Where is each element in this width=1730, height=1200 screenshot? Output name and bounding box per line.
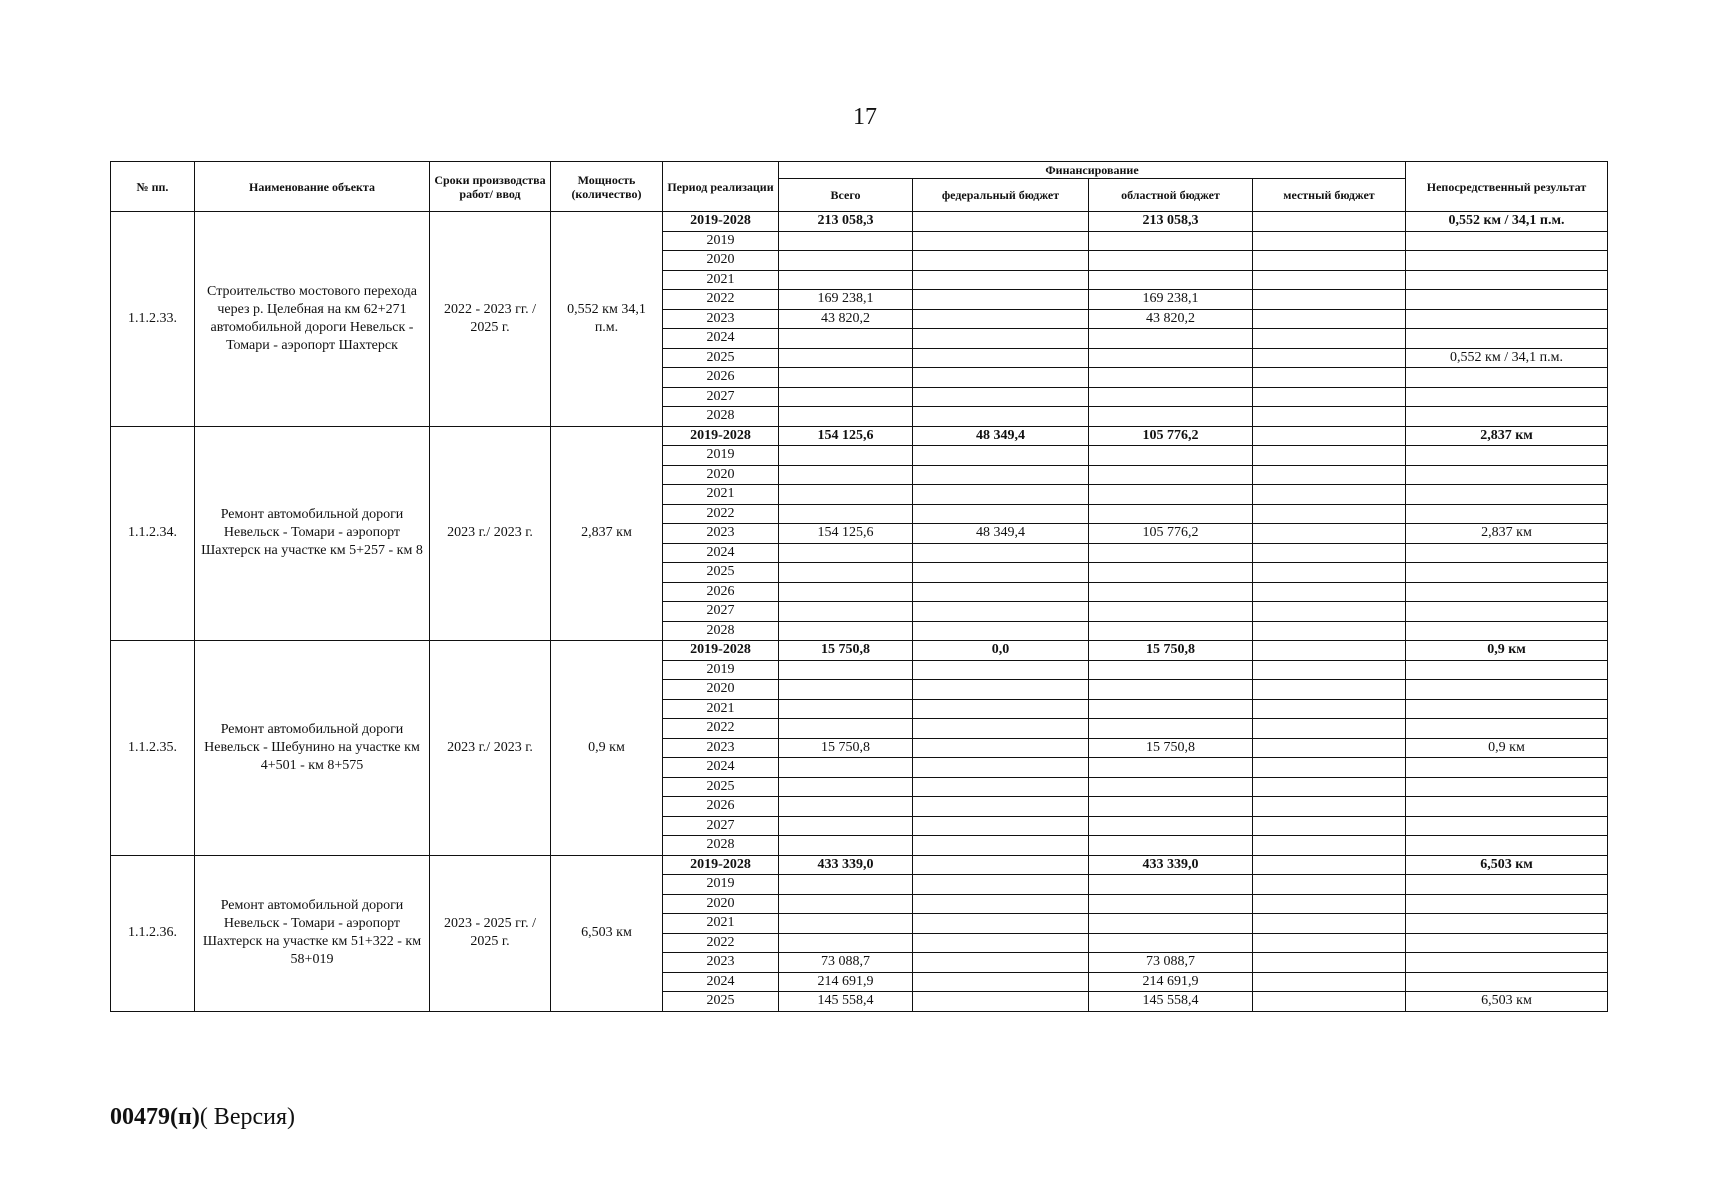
cell-federal [913,972,1089,992]
cell-regional: 169 238,1 [1089,290,1253,310]
cell-total: 433 339,0 [779,855,913,875]
cell-period: 2026 [663,582,779,602]
cell-total [779,836,913,856]
cell-local [1253,992,1406,1012]
cell-federal [913,602,1089,622]
cell-period: 2022 [663,504,779,524]
cell-total [779,602,913,622]
cell-regional [1089,602,1253,622]
cell-period: 2020 [663,251,779,271]
cell-local [1253,836,1406,856]
cell-total: 15 750,8 [779,641,913,661]
cell-federal [913,368,1089,388]
cell-local [1253,719,1406,739]
cell-federal [913,309,1089,329]
cell-period: 2020 [663,465,779,485]
cell-federal [913,855,1089,875]
cell-federal [913,407,1089,427]
cell-period: 2019 [663,231,779,251]
cell-result [1406,309,1608,329]
cell-local [1253,407,1406,427]
financing-table [110,161,1608,1012]
cell-period: 2021 [663,699,779,719]
cell-total [779,348,913,368]
cell-period: 2019-2028 [663,212,779,232]
cell-period: 2019-2028 [663,641,779,661]
cell-local [1253,504,1406,524]
cell-federal [913,953,1089,973]
cell-regional [1089,933,1253,953]
header-period: Период реализации [663,162,779,212]
cell-result [1406,660,1608,680]
cell-federal [913,582,1089,602]
cell-regional [1089,251,1253,271]
cell-total [779,563,913,583]
cell-local [1253,738,1406,758]
cell-regional [1089,563,1253,583]
cell-regional [1089,387,1253,407]
cell-period: 2019-2028 [663,855,779,875]
cell-regional [1089,914,1253,934]
cell-result [1406,875,1608,895]
cell-total [779,914,913,934]
cell-local [1253,212,1406,232]
cell-regional [1089,348,1253,368]
cell-local [1253,953,1406,973]
cell-total [779,465,913,485]
cell-total [779,621,913,641]
cell-result [1406,231,1608,251]
cell-local [1253,699,1406,719]
cell-result [1406,777,1608,797]
cell-result [1406,270,1608,290]
cell-result [1406,465,1608,485]
cell-terms: 2023 г./ 2023 г. [430,426,551,641]
document-code [110,1104,295,1131]
cell-federal [913,894,1089,914]
cell-federal [913,543,1089,563]
cell-total [779,777,913,797]
cell-result [1406,368,1608,388]
cell-local [1253,251,1406,271]
cell-result [1406,485,1608,505]
cell-local [1253,563,1406,583]
cell-regional [1089,465,1253,485]
cell-total: 154 125,6 [779,524,913,544]
cell-result [1406,290,1608,310]
cell-local [1253,797,1406,817]
cell-period: 2022 [663,290,779,310]
cell-result [1406,816,1608,836]
cell-regional [1089,231,1253,251]
cell-federal [913,992,1089,1012]
cell-period: 2022 [663,719,779,739]
cell-capacity: 6,503 км [551,855,663,1011]
cell-local [1253,914,1406,934]
cell-regional [1089,407,1253,427]
cell-regional [1089,270,1253,290]
cell-regional: 433 339,0 [1089,855,1253,875]
header-num: № пп. [111,162,195,212]
cell-terms: 2023 - 2025 гг. / 2025 г. [430,855,551,1011]
cell-local [1253,485,1406,505]
cell-local [1253,875,1406,895]
cell-result: 2,837 км [1406,426,1608,446]
cell-federal [913,270,1089,290]
cell-regional [1089,329,1253,349]
cell-federal [913,914,1089,934]
cell-federal [913,758,1089,778]
cell-federal: 48 349,4 [913,426,1089,446]
cell-total [779,797,913,817]
cell-period: 2023 [663,953,779,973]
cell-local [1253,933,1406,953]
cell-result: 0,552 км / 34,1 п.м. [1406,348,1608,368]
cell-result [1406,582,1608,602]
document-code-number: 00479(п) [110,1104,200,1130]
cell-total: 213 058,3 [779,212,913,232]
cell-regional: 73 088,7 [1089,953,1253,973]
cell-total: 15 750,8 [779,738,913,758]
cell-result [1406,719,1608,739]
cell-federal [913,621,1089,641]
cell-period: 2023 [663,738,779,758]
cell-regional [1089,582,1253,602]
cell-result [1406,680,1608,700]
cell-local [1253,329,1406,349]
cell-regional: 105 776,2 [1089,426,1253,446]
cell-result [1406,894,1608,914]
cell-total [779,329,913,349]
cell-regional [1089,875,1253,895]
cell-federal [913,660,1089,680]
cell-regional: 214 691,9 [1089,972,1253,992]
cell-total: 73 088,7 [779,953,913,973]
cell-capacity: 0,9 км [551,641,663,856]
cell-num: 1.1.2.35. [111,641,195,856]
cell-local [1253,972,1406,992]
cell-federal [913,816,1089,836]
cell-regional: 15 750,8 [1089,641,1253,661]
cell-period: 2023 [663,524,779,544]
cell-federal: 48 349,4 [913,524,1089,544]
cell-local [1253,855,1406,875]
cell-local [1253,680,1406,700]
cell-regional [1089,816,1253,836]
cell-federal [913,231,1089,251]
cell-total [779,368,913,388]
header-terms: Сроки производства работ/ ввод [430,162,551,212]
cell-local [1253,524,1406,544]
cell-result [1406,914,1608,934]
cell-federal: 0,0 [913,641,1089,661]
cell-regional [1089,836,1253,856]
cell-local [1253,348,1406,368]
cell-local [1253,426,1406,446]
cell-total [779,407,913,427]
cell-result: 6,503 км [1406,992,1608,1012]
cell-period: 2019 [663,660,779,680]
cell-federal [913,212,1089,232]
cell-period: 2019 [663,875,779,895]
cell-period: 2025 [663,777,779,797]
cell-local [1253,231,1406,251]
cell-federal [913,738,1089,758]
cell-local [1253,758,1406,778]
cell-period: 2025 [663,563,779,583]
cell-federal [913,777,1089,797]
cell-result [1406,972,1608,992]
cell-result [1406,543,1608,563]
cell-period: 2027 [663,602,779,622]
cell-federal [913,348,1089,368]
cell-total [779,446,913,466]
cell-local [1253,387,1406,407]
cell-federal [913,563,1089,583]
cell-period: 2025 [663,348,779,368]
header-financing: Финансирование [779,162,1406,179]
table-row [111,641,1608,661]
cell-total [779,699,913,719]
cell-result: 2,837 км [1406,524,1608,544]
cell-period: 2020 [663,894,779,914]
cell-total [779,680,913,700]
cell-regional: 15 750,8 [1089,738,1253,758]
table-row [111,212,1608,232]
cell-result [1406,504,1608,524]
header-capacity: Мощность (количество) [551,162,663,212]
cell-local [1253,641,1406,661]
cell-local [1253,270,1406,290]
cell-total [779,816,913,836]
cell-period: 2026 [663,368,779,388]
cell-total [779,543,913,563]
cell-period: 2028 [663,407,779,427]
cell-result [1406,563,1608,583]
header-federal: федеральный бюджет [913,179,1089,212]
cell-object-name: Строительство мостового перехода через р. Целебная на км 62+271 автомобильной дороги Невельск - Томари - аэропорт Шахтерск [195,212,430,427]
cell-federal [913,680,1089,700]
cell-period: 2026 [663,797,779,817]
table-body [111,212,1608,1012]
cell-regional: 43 820,2 [1089,309,1253,329]
cell-local [1253,777,1406,797]
cell-total [779,582,913,602]
cell-federal [913,465,1089,485]
cell-period: 2021 [663,914,779,934]
cell-period: 2027 [663,816,779,836]
cell-result: 0,9 км [1406,641,1608,661]
table-row [111,426,1608,446]
cell-federal [913,504,1089,524]
cell-total [779,485,913,505]
cell-result [1406,251,1608,271]
cell-result: 0,552 км / 34,1 п.м. [1406,212,1608,232]
cell-local [1253,543,1406,563]
cell-period: 2025 [663,992,779,1012]
cell-local [1253,582,1406,602]
cell-local [1253,894,1406,914]
cell-total [779,251,913,271]
cell-period: 2027 [663,387,779,407]
cell-local [1253,816,1406,836]
cell-result: 6,503 км [1406,855,1608,875]
cell-regional [1089,621,1253,641]
cell-total [779,387,913,407]
cell-period: 2028 [663,621,779,641]
cell-federal [913,875,1089,895]
cell-period: 2019-2028 [663,426,779,446]
cell-total [779,660,913,680]
cell-local [1253,446,1406,466]
cell-total: 154 125,6 [779,426,913,446]
cell-num: 1.1.2.33. [111,212,195,427]
cell-regional: 145 558,4 [1089,992,1253,1012]
cell-regional [1089,758,1253,778]
cell-federal [913,719,1089,739]
cell-result [1406,387,1608,407]
cell-total [779,719,913,739]
cell-object-name: Ремонт автомобильной дороги Невельск - Томари - аэропорт Шахтерск на участке км 51+322 - км 58+019 [195,855,430,1011]
cell-federal [913,797,1089,817]
cell-result [1406,933,1608,953]
cell-terms: 2022 - 2023 гг. / 2025 г. [430,212,551,427]
cell-local [1253,309,1406,329]
cell-federal [913,446,1089,466]
header-result: Непосредственный результат [1406,162,1608,212]
cell-period: 2024 [663,543,779,563]
cell-regional [1089,777,1253,797]
cell-object-name: Ремонт автомобильной дороги Невельск - Томари - аэропорт Шахтерск на участке км 5+257 - км 8 [195,426,430,641]
cell-period: 2023 [663,309,779,329]
cell-local [1253,368,1406,388]
page-number: 17 [853,104,877,130]
cell-result [1406,953,1608,973]
cell-num: 1.1.2.34. [111,426,195,641]
cell-federal [913,836,1089,856]
cell-result [1406,797,1608,817]
cell-total [779,231,913,251]
cell-regional: 213 058,3 [1089,212,1253,232]
cell-federal [913,251,1089,271]
cell-period: 2028 [663,836,779,856]
cell-regional [1089,543,1253,563]
cell-regional [1089,680,1253,700]
cell-capacity: 2,837 км [551,426,663,641]
cell-num: 1.1.2.36. [111,855,195,1011]
cell-regional [1089,446,1253,466]
cell-regional [1089,719,1253,739]
cell-period: 2020 [663,680,779,700]
cell-local [1253,660,1406,680]
cell-period: 2024 [663,972,779,992]
cell-regional [1089,699,1253,719]
cell-federal [913,699,1089,719]
cell-result [1406,446,1608,466]
cell-period: 2021 [663,485,779,505]
cell-result [1406,329,1608,349]
cell-regional: 105 776,2 [1089,524,1253,544]
cell-result [1406,758,1608,778]
cell-period: 2024 [663,329,779,349]
cell-total: 145 558,4 [779,992,913,1012]
cell-result [1406,836,1608,856]
cell-total: 43 820,2 [779,309,913,329]
cell-result [1406,699,1608,719]
cell-result: 0,9 км [1406,738,1608,758]
cell-federal [913,933,1089,953]
cell-result [1406,621,1608,641]
header-name: Наименование объекта [195,162,430,212]
cell-federal [913,387,1089,407]
cell-total [779,894,913,914]
document-code-version: ( Версия) [199,1104,295,1130]
cell-total: 169 238,1 [779,290,913,310]
cell-local [1253,602,1406,622]
header-local: местный бюджет [1253,179,1406,212]
cell-federal [913,485,1089,505]
cell-regional [1089,504,1253,524]
cell-object-name: Ремонт автомобильной дороги Невельск - Шебунино на участке км 4+501 - км 8+575 [195,641,430,856]
header-regional: областной бюджет [1089,179,1253,212]
cell-regional [1089,660,1253,680]
cell-capacity: 0,552 км 34,1 п.м. [551,212,663,427]
cell-local [1253,465,1406,485]
cell-period: 2024 [663,758,779,778]
cell-local [1253,621,1406,641]
cell-regional [1089,797,1253,817]
cell-federal [913,290,1089,310]
cell-total [779,875,913,895]
table-row [111,855,1608,875]
cell-regional [1089,368,1253,388]
cell-period: 2022 [663,933,779,953]
cell-result [1406,602,1608,622]
cell-period: 2019 [663,446,779,466]
cell-period: 2021 [663,270,779,290]
header-total: Всего [779,179,913,212]
cell-regional [1089,485,1253,505]
cell-total [779,933,913,953]
cell-terms: 2023 г./ 2023 г. [430,641,551,856]
cell-total: 214 691,9 [779,972,913,992]
cell-local [1253,290,1406,310]
cell-result [1406,407,1608,427]
cell-regional [1089,894,1253,914]
cell-federal [913,329,1089,349]
cell-total [779,758,913,778]
cell-total [779,270,913,290]
cell-total [779,504,913,524]
